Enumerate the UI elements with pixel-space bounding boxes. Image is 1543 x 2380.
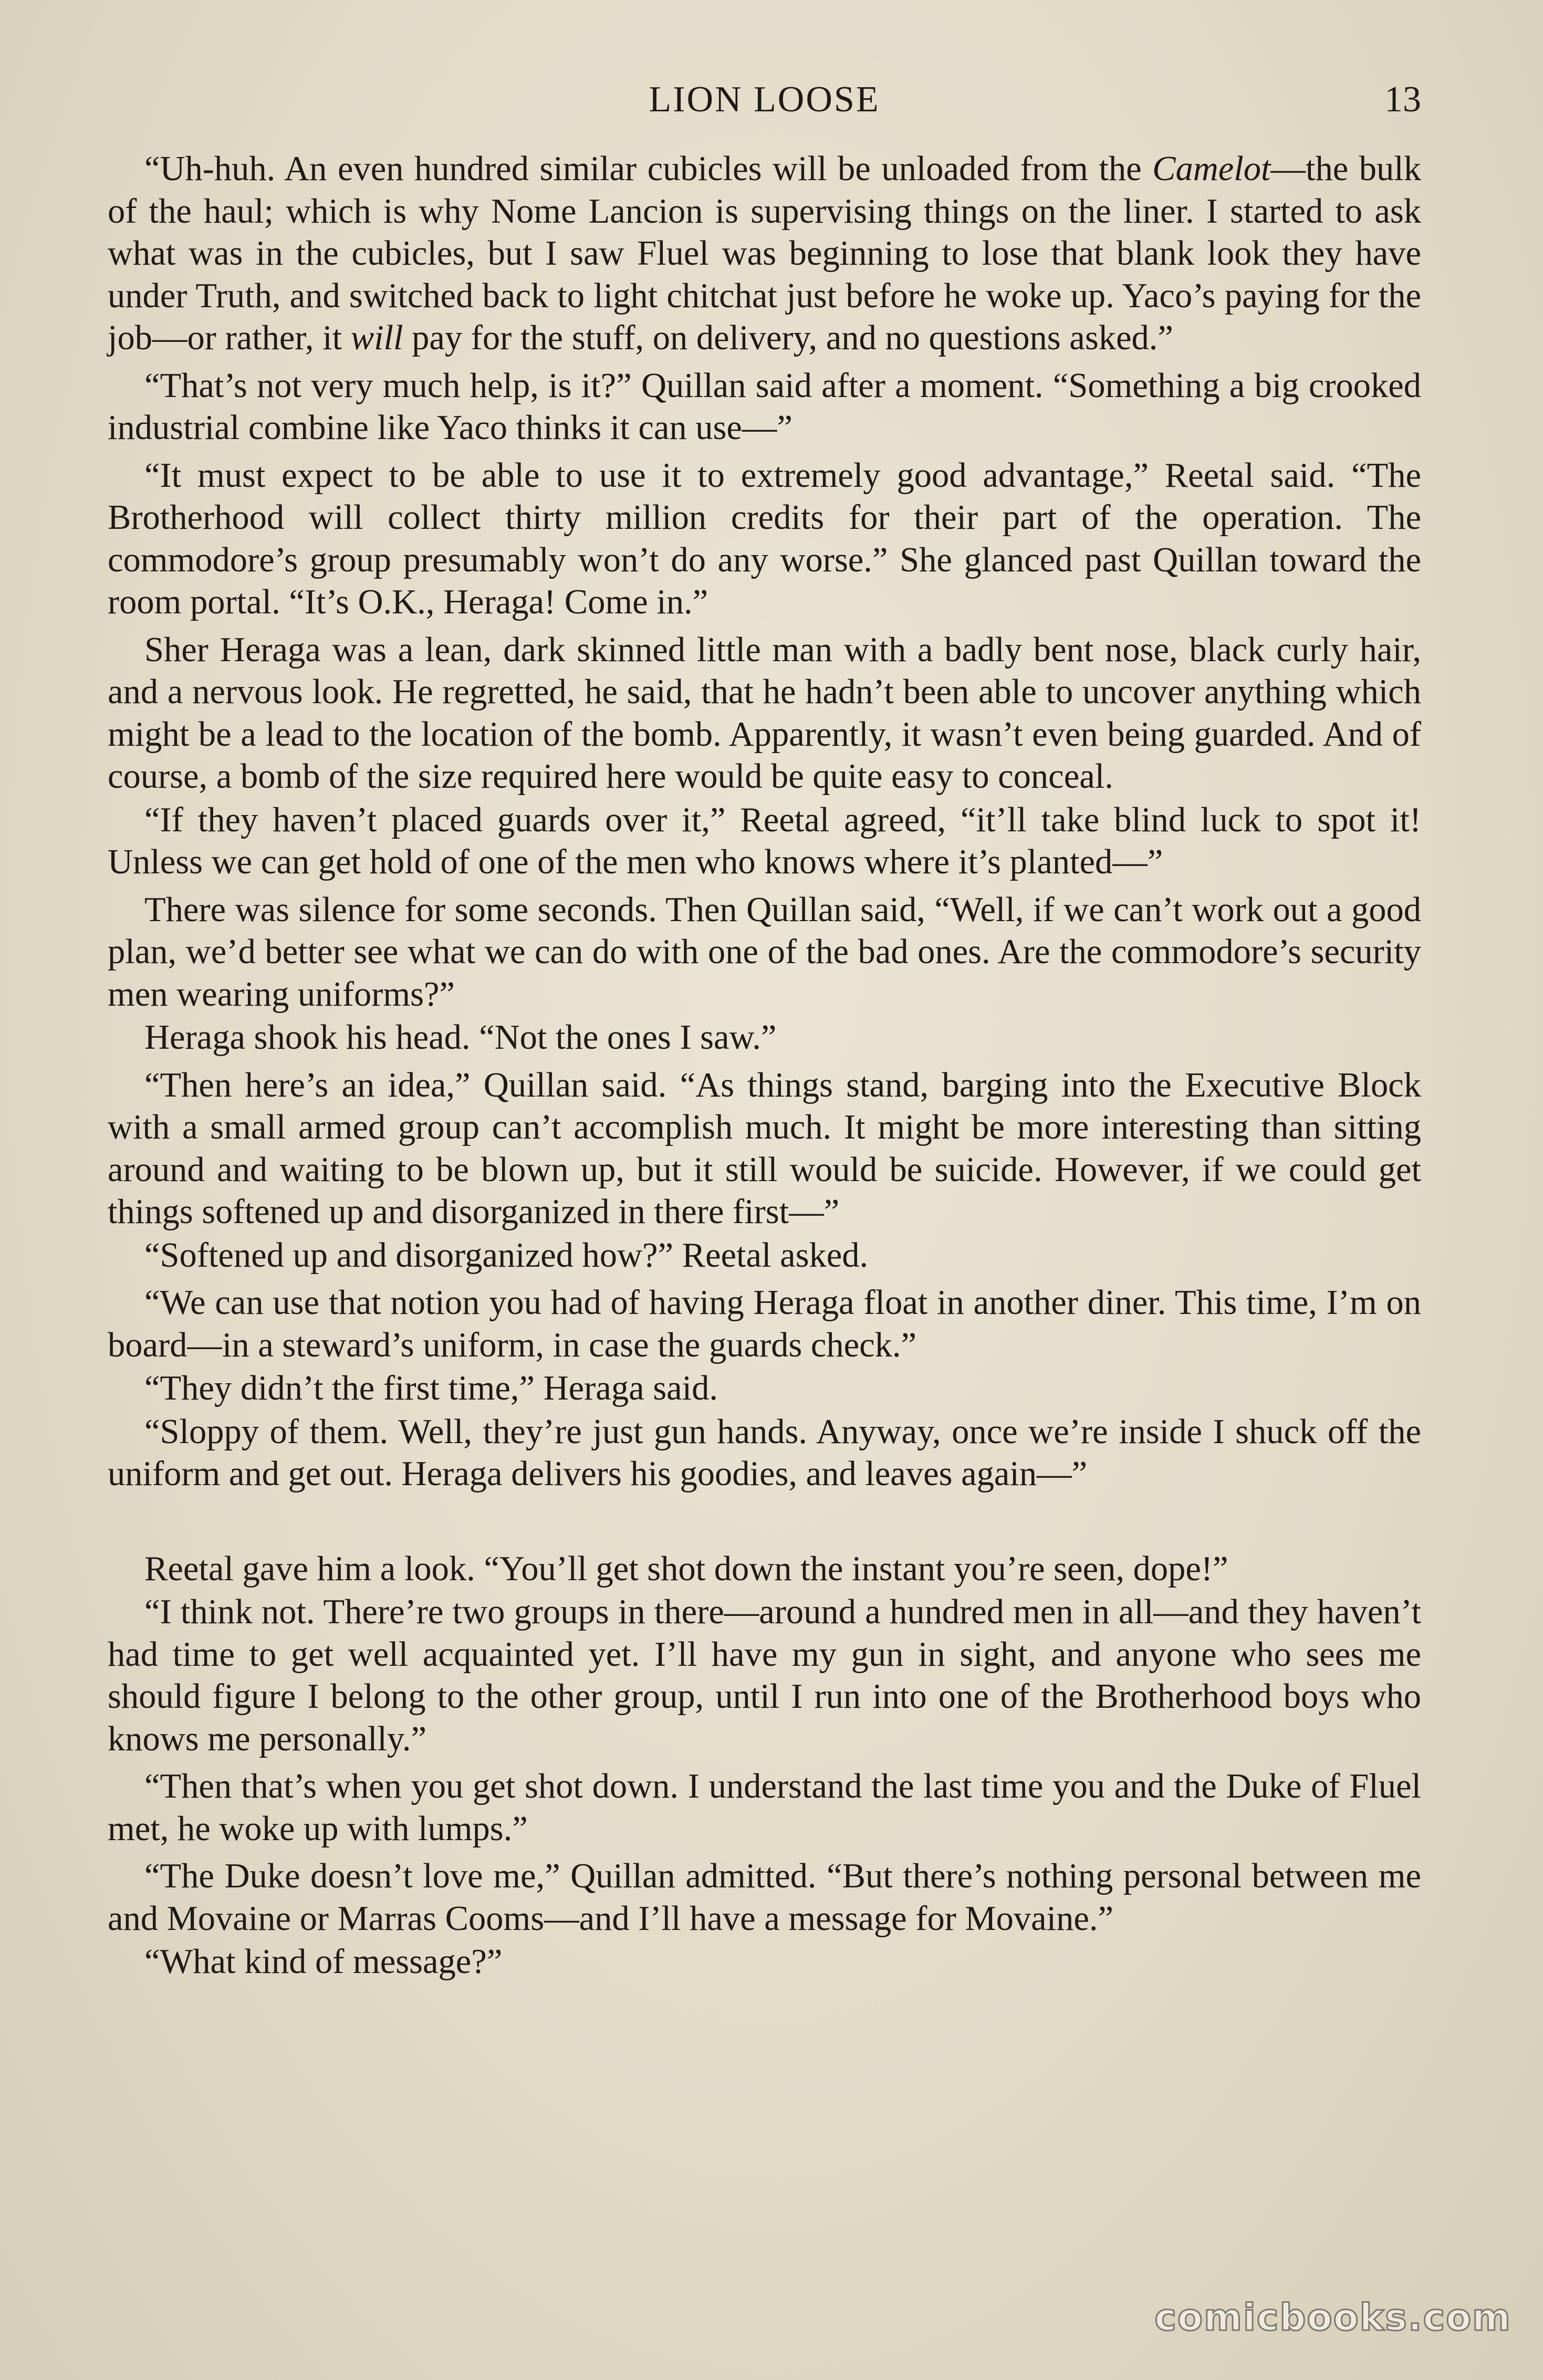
paragraph: Heraga shook his head. “Not the ones I saw.” xyxy=(144,1018,777,1057)
running-head: LION LOOSE xyxy=(649,79,880,120)
page-number: 13 xyxy=(1384,79,1421,120)
paragraph: “I think not. There’re two groups in there—around a hundred men in all—and they haven’t had time to get well acquainted yet. I’ll have my gun in sight, and anyone who sees me should figure I belong to the other group, until I run into one of the Brotherhood boys who knows me personally.” xyxy=(108,1593,1421,1758)
italic-text-run: Camelot xyxy=(1152,150,1271,188)
paragraph: “Softened up and disorganized how?” Reetal asked. xyxy=(144,1236,869,1275)
paragraph: “They didn’t the first time,” Heraga said. xyxy=(144,1369,718,1407)
paragraph: “Then that’s when you get shot down. I understand the last time you and the Duke of Fluel met, he woke up with lumps.” xyxy=(108,1767,1421,1848)
paragraph xyxy=(108,148,1421,360)
paragraph: “The Duke doesn’t love me,” Quillan admitted. “But there’s nothing personal between me and Movaine or Marras Cooms—and I’ll have a message for Movaine.” xyxy=(108,1857,1421,1938)
paragraph: Reetal gave him a look. “You’ll get shot down the instant you’re seen, dope!” xyxy=(144,1549,1228,1588)
paragraph: “What kind of message?” xyxy=(144,1943,503,1981)
paragraph: “If they haven’t placed guards over it,” Reetal agreed, “it’ll take blind luck to spot it! Unless we can get hold of one of the men who knows where it’s planted—” xyxy=(108,800,1421,881)
paragraph: “We can use that notion you had of having Heraga float in another diner. This time, I’m on board—in a steward’s uniform, in case the guards check.” xyxy=(108,1283,1421,1364)
text-run: pay for the stuff, on delivery, and no questions asked.” xyxy=(403,319,1173,357)
watermark: comicbooks.com xyxy=(1154,2296,1511,2339)
text-run: —the bulk of the haul; which is why Nome Lancion is supervising things on the liner. I started to ask what was in the cubicles, but I saw Fluel was beginning to lose that blank look they have under Truth, and switched back to light chitchat just before he woke up. Yaco’s paying for the job—or rather, it xyxy=(108,150,1422,357)
paragraph: Sher Heraga was a lean, dark skinned little man with a badly bent nose, black curly hair, and a nervous look. He regretted, he said, that he hadn’t been able to uncover anything which might be a lead to the location of the bomb. Apparently, it wasn’t even being guarded. And of course, a bomb of the size required here would be quite easy to conceal. xyxy=(108,630,1421,796)
paragraph: “Then here’s an idea,” Quillan said. “As things stand, barging into the Executive Block with a small armed group can’t accomplish much. It might be more interesting than sitting around and waiting to be blown up, but it still would be suicide. However, if we could get things softened up and disorganized in there first—” xyxy=(108,1066,1421,1231)
paragraph: “That’s not very much help, is it?” Quillan said after a moment. “Something a big crooked industrial combine like Yaco thinks it can use—” xyxy=(108,366,1421,447)
paragraph: “It must expect to be able to use it to extremely good advantage,” Reetal said. “The Brotherhood will collect thirty million credits for their part of the operation. The commodore’s group presumably won’t do any worse.” She glanced past Quillan toward the room portal. “It’s O.K., Heraga! Come in.” xyxy=(108,456,1421,621)
text-run: “Uh-huh. An even hundred similar cubicles will be unloaded from the xyxy=(144,150,1153,188)
italic-text-run: will xyxy=(350,319,403,357)
paragraph: There was silence for some seconds. Then Quillan said, “Well, if we can’t work out a good plan, we’d better see what we can do with one of the bad ones. Are the commodore’s security men wearing uniforms?” xyxy=(108,890,1421,1014)
page-header xyxy=(108,79,1421,126)
paragraph: “Sloppy of them. Well, they’re just gun hands. Anyway, once we’re inside I shuck off the uniform and get out. Heraga delivers his goodies, and leaves again—” xyxy=(108,1412,1421,1493)
body-text xyxy=(108,148,1421,1989)
